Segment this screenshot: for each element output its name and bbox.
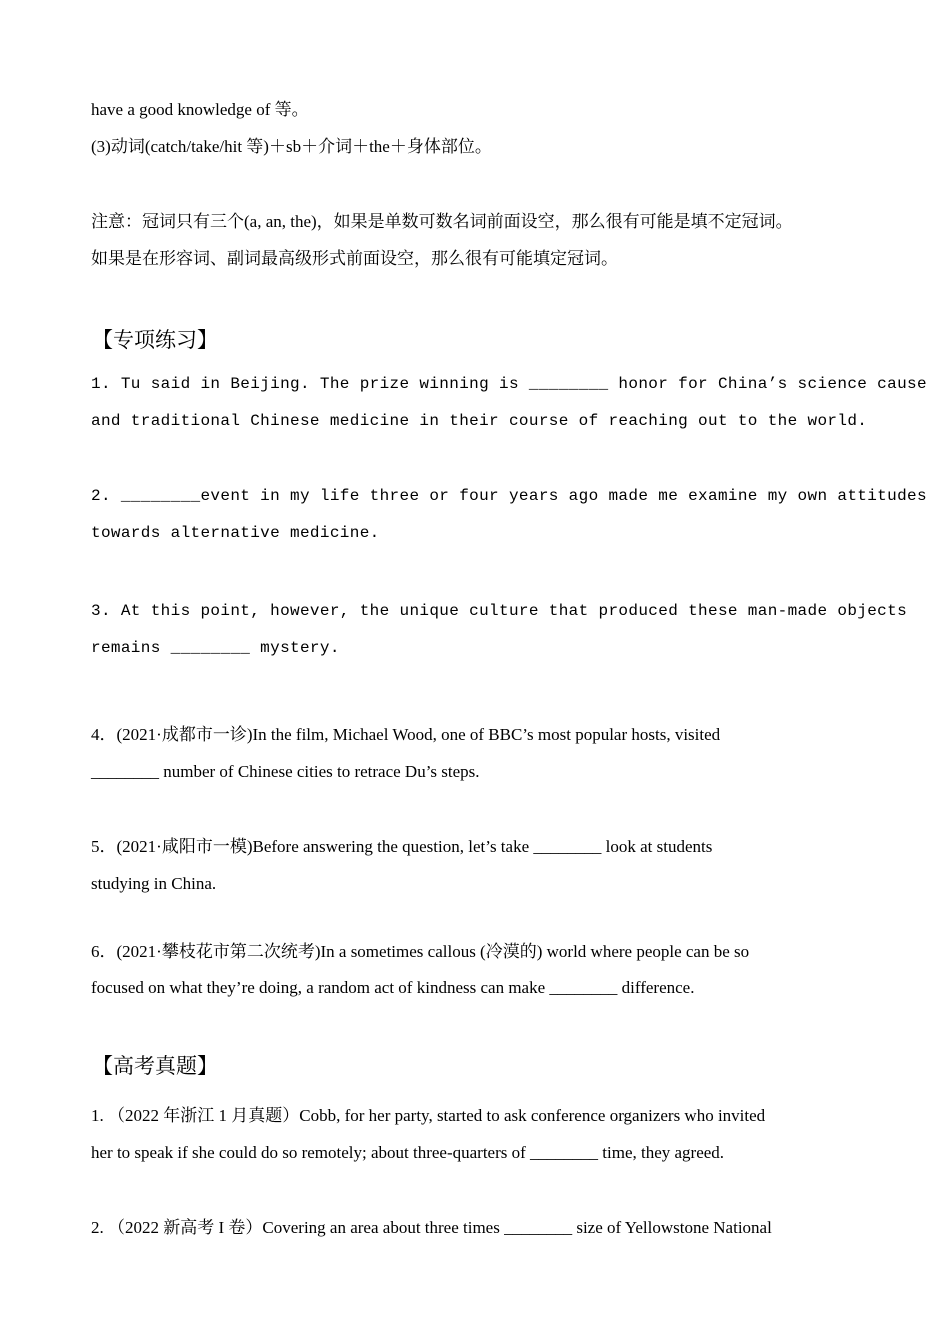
- practice-q1-line-2: and traditional Chinese medicine in their course of reaching out to the world.: [91, 412, 868, 430]
- note-line-2: 如果是在形容词、副词最高级形式前面设空，那么很有可能填定冠词。: [91, 249, 618, 268]
- practice-q4-line-1: 4．(2021·成都市一诊)In the film, Michael Wood, one of BBC’s most popular hosts, visited: [91, 725, 721, 744]
- practice-q5-line-2: studying in China.: [91, 874, 217, 893]
- intro-line-2: (3)动词(catch/take/hit 等)＋sb＋介词＋the＋身体部位。: [91, 137, 492, 156]
- gaokao-heading: 【高考真题】: [92, 1054, 218, 1078]
- intro-line-1: have a good knowledge of 等。: [91, 100, 309, 119]
- gaokao-q1-line-1: 1. （2022 年浙江 1 月真题）Cobb, for her party, started to ask conference organizers who invited: [91, 1106, 766, 1125]
- gaokao-q2-line-1: 2. （2022 新高考 I 卷）Covering an area about three times ________ size of Yellowstone National: [91, 1218, 772, 1237]
- practice-q5-line-1: 5．(2021·咸阳市一模)Before answering the question, let’s take ________ look at students: [91, 837, 713, 856]
- practice-q6-line-1: 6．(2021·攀枝花市第二次统考)In a sometimes callous (冷漠的) world where people can be so: [91, 942, 750, 961]
- practice-q3-line-1: 3. At this point, however, the unique culture that produced these man-made objects: [91, 602, 908, 620]
- practice-q6-line-2: focused on what they’re doing, a random act of kindness can make ________ difference.: [91, 978, 695, 997]
- practice-q2-line-2: towards alternative medicine.: [91, 524, 380, 542]
- practice-heading: 【专项练习】: [92, 328, 218, 352]
- practice-q2-line-1: 2. ________event in my life three or four years ago made me examine my own attitudes: [91, 487, 927, 505]
- practice-q4-line-2: ________ number of Chinese cities to retrace Du’s steps.: [91, 762, 480, 781]
- gaokao-q1-line-2: her to speak if she could do so remotely; about three-quarters of ________ time, they agreed.: [91, 1143, 725, 1162]
- note-line-1: 注意：冠词只有三个(a, an, the)，如果是单数可数名词前面设空，那么很有可能是填不定冠词。: [91, 212, 793, 231]
- practice-q3-line-2: remains ________ mystery.: [91, 639, 340, 657]
- practice-q1-line-1: 1. Tu said in Beijing. The prize winning is ________ honor for China’s science cause: [91, 375, 927, 393]
